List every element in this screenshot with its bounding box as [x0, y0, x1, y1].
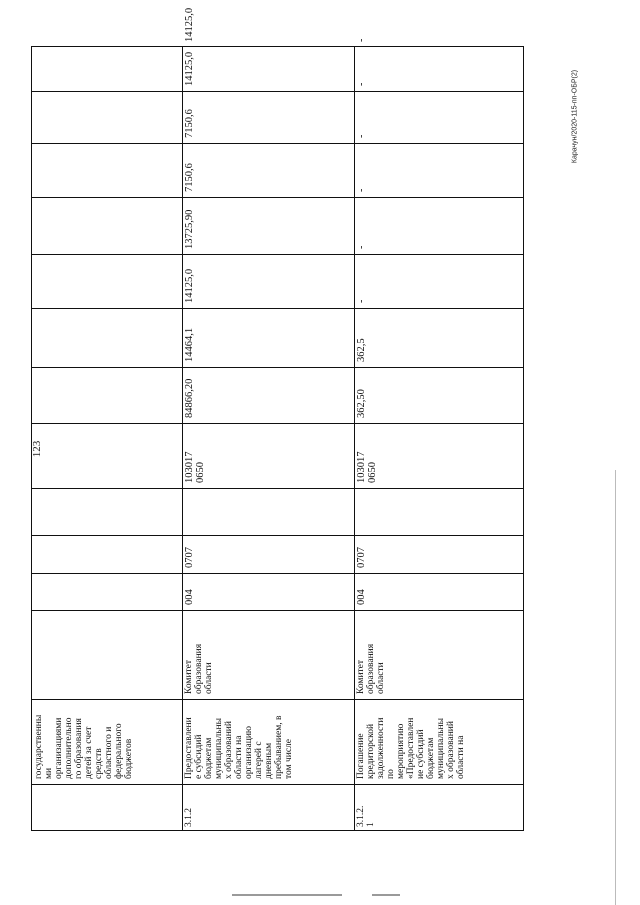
cell-y2022-row-1: 13725,90: [184, 209, 195, 249]
cell-csr-row-1: 103017 0650: [184, 451, 206, 483]
column-divider: [32, 91, 523, 92]
column-divider: [32, 197, 523, 198]
cell-grbs-row-1: 004: [184, 589, 195, 605]
column-divider: [32, 573, 523, 574]
cell-y2026-row-1: 14125,0: [184, 7, 195, 42]
cell-total-row-2: 362,50: [356, 389, 367, 418]
scan-smudge: [372, 894, 400, 896]
cell-y2021-row-1: 14125,0: [184, 268, 195, 303]
cell-y2025-row-2: -: [356, 82, 367, 86]
column-divider: [32, 423, 523, 424]
cell-y2020-row-1: 14464,1: [184, 327, 195, 362]
column-divider: [32, 535, 523, 536]
cell-description-row-0: государственны ми организациями дополнительно го образования детей за счет средств областного и федерального бюджетов: [34, 714, 134, 779]
cell-y2023-row-2: -: [356, 188, 367, 192]
cell-csr-row-2: 103017 0650: [356, 451, 378, 483]
scan-smudge: [232, 894, 342, 896]
cell-y2023-row-1: 7150,6: [184, 163, 195, 192]
cell-y2026-row-0: [34, 0, 178, 42]
cell-y2021-row-2: -: [356, 299, 367, 303]
cell-y2024-row-2: -: [356, 134, 367, 138]
cell-num-row-1: 3.1.2: [184, 808, 194, 827]
cell-empty_col-row-0: [34, 491, 178, 530]
cell-grbs-row-0: [34, 576, 178, 605]
cell-y2020-row-0: [34, 311, 178, 362]
scan-edge-line: [615, 470, 616, 905]
budget-table: [31, 7, 524, 831]
cell-csr-row-0: [34, 426, 178, 483]
cell-total-row-0: [34, 370, 178, 418]
cell-y2024-row-0: [34, 94, 178, 138]
cell-rzpr-row-0: [34, 538, 178, 568]
cell-description-row-2: Погашение кредиторской задолженности по мероприятию «Предоставлен ие субсидий бюджетам муниципальны х образований области на: [356, 717, 466, 779]
column-divider: [32, 488, 523, 489]
cell-executor-row-0: [34, 613, 178, 694]
cell-rzpr-row-2: 0707: [356, 547, 367, 568]
cell-empty_col-row-1: [184, 491, 350, 530]
cell-y2020-row-2: 362,5: [356, 338, 367, 362]
column-divider: [32, 143, 523, 144]
column-divider: [32, 610, 523, 611]
cell-y2021-row-0: [34, 257, 178, 303]
document-code: Карачун/2020-115-пп-ОБР(2): [571, 69, 579, 164]
cell-y2024-row-1: 7150,6: [184, 109, 195, 138]
cell-num-row-2: 3.1.2. 1: [356, 805, 376, 827]
page-number: 123: [31, 440, 43, 458]
cell-total-row-1: 84866,20: [184, 378, 195, 418]
cell-executor-row-2: Комитет образования области: [356, 643, 386, 694]
cell-y2025-row-0: [34, 50, 178, 86]
column-divider: [32, 699, 523, 700]
row-divider: [354, 47, 355, 830]
cell-rzpr-row-1: 0707: [184, 547, 195, 568]
cell-y2023-row-0: [34, 146, 178, 192]
cell-description-row-1: Предоставлени е субсидий бюджетам муниципальны х образований области на организацию лагерей с дневным пребыванием, в том числе: [184, 715, 294, 779]
cell-y2026-row-2: -: [356, 38, 367, 42]
column-divider: [32, 308, 523, 309]
cell-empty_col-row-2: [356, 491, 521, 530]
cell-num-row-0: [34, 787, 178, 827]
cell-y2022-row-2: -: [356, 245, 367, 249]
cell-executor-row-1: Комитет образования области: [184, 643, 214, 694]
cell-y2025-row-1: 14125,0: [184, 51, 195, 86]
cell-y2022-row-0: [34, 200, 178, 249]
column-divider: [32, 367, 523, 368]
column-divider: [32, 254, 523, 255]
row-divider: [182, 47, 183, 830]
column-divider: [32, 784, 523, 785]
cell-grbs-row-2: 004: [356, 589, 367, 605]
